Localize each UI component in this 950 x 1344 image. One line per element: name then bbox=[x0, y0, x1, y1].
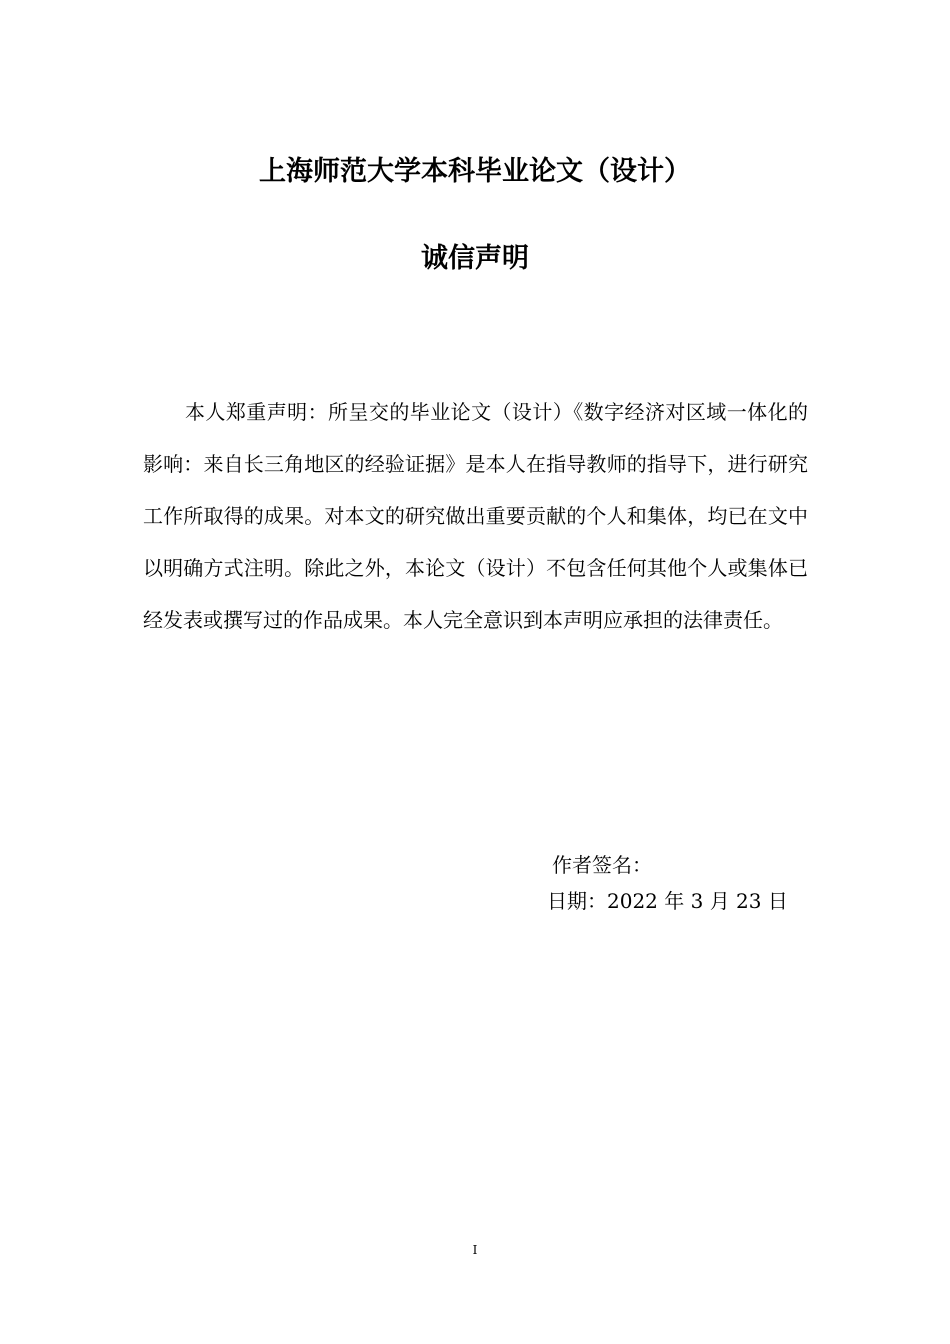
page-number: I bbox=[472, 1243, 478, 1257]
document-title: 上海师范大学本科毕业论文（设计） bbox=[259, 156, 691, 187]
signature-label: 作者签名： bbox=[552, 853, 652, 877]
declaration-paragraph: 本人郑重声明：所呈交的毕业论文（设计）《数字经济对区域一体化的影响：来自长三角地区的经验证据》是本人在指导教师的指导下，进行研究工作所取得的成果。对本文的研究做出重要贡献的个人和集体，均已在文中以明确方式注明。除此之外，本论文（设计）不包含任何其他个人或集体已经发表或撰写过的作品成果。本人完全意识到本声明应承担的法律责任。 bbox=[143, 400, 808, 632]
document-subtitle: 诚信声明 bbox=[421, 243, 529, 274]
date-line: 日期：2022 年 3 月 23 日 bbox=[547, 889, 788, 913]
